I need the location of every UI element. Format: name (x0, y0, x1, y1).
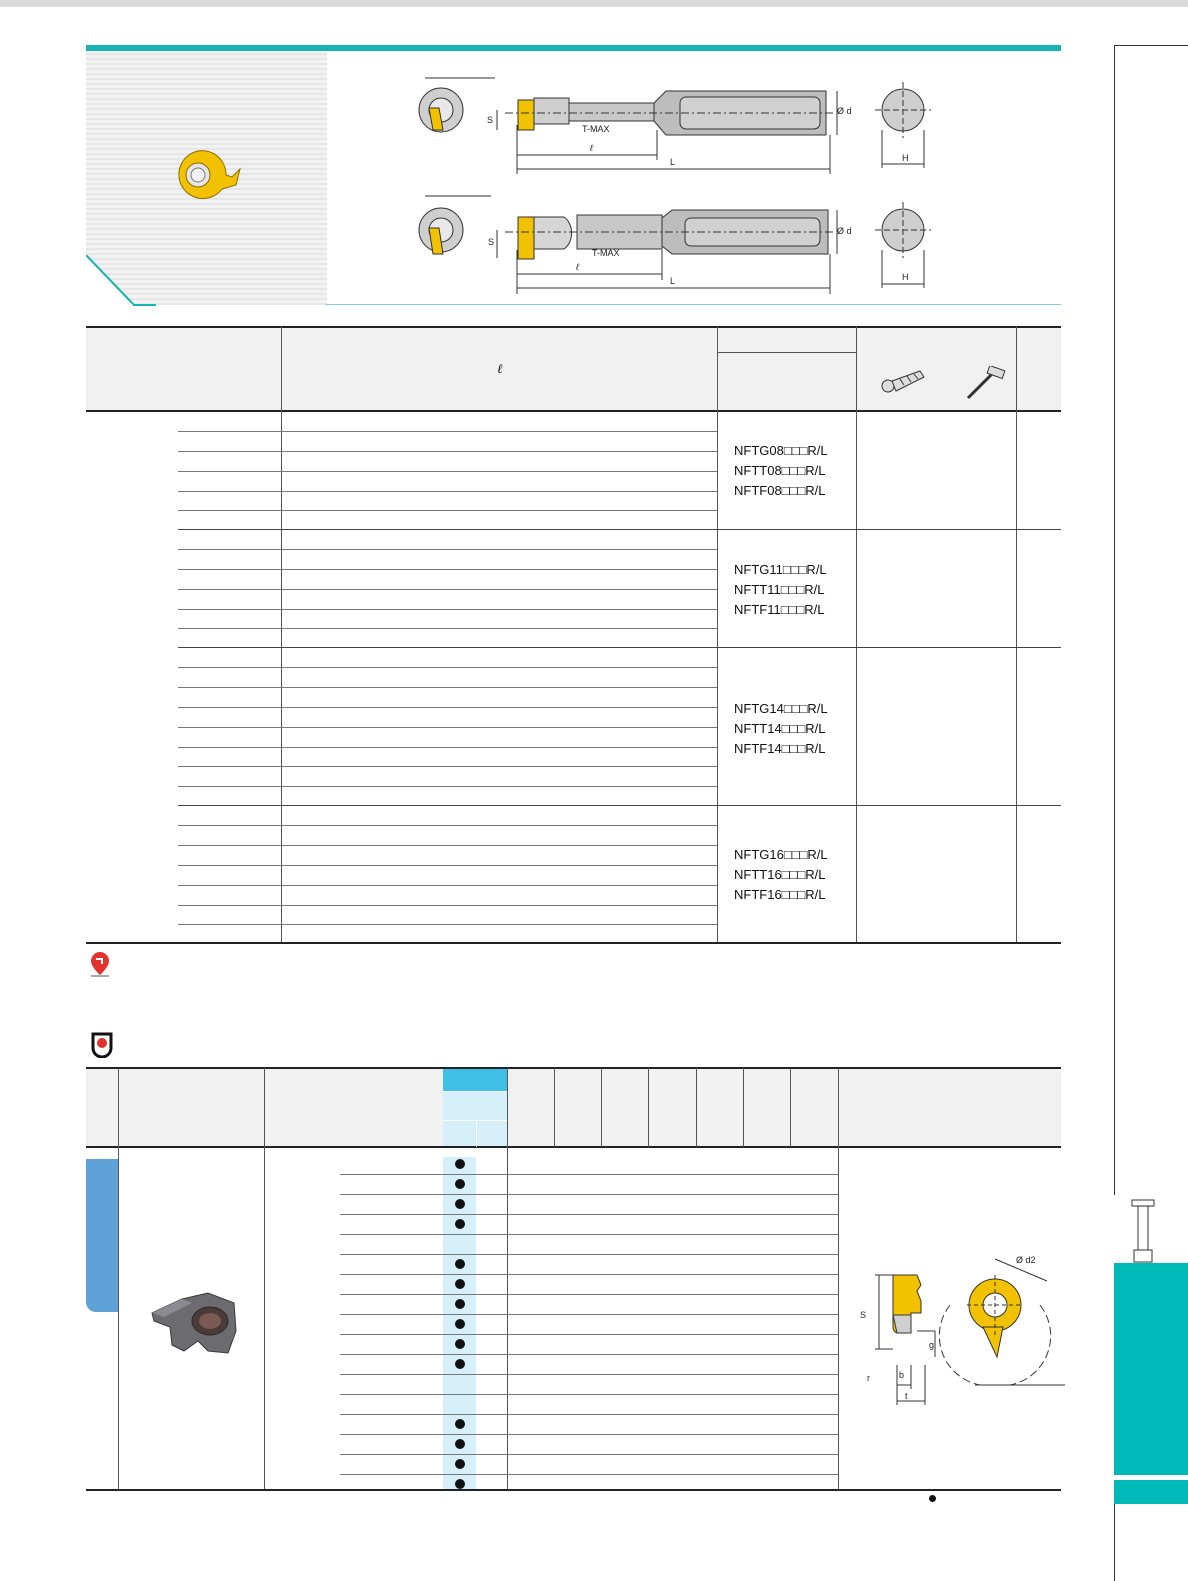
code-group-14 (734, 699, 828, 759)
table2-row-rule (340, 1334, 838, 1335)
label-h-1: H (902, 153, 909, 163)
table2-grade-rule2 (443, 1120, 507, 1121)
table1-row-rule (178, 569, 717, 570)
table2-row-rule (340, 1214, 838, 1215)
table2-row-rule (340, 1454, 838, 1455)
table1-row-rule (178, 431, 717, 432)
table2-row-rule (340, 1474, 838, 1475)
table2-col-divider (118, 1068, 119, 1490)
stock-dot (455, 1179, 465, 1189)
label-ell-1: ℓ (590, 143, 593, 153)
table2-row-rule (340, 1194, 838, 1195)
table2-bottom-rule (86, 1489, 1061, 1491)
table1-row-rule (178, 667, 717, 668)
stock-dot (455, 1199, 465, 1209)
code-nftt14: NFTT14□□□R/L (734, 721, 826, 736)
table1-row-rule (178, 609, 717, 610)
sidebar-tool-icon (1128, 1198, 1158, 1264)
stock-dot (455, 1259, 465, 1269)
table1-top-rule (86, 326, 1061, 328)
table2-row-rule (340, 1394, 838, 1395)
table2-category-tab[interactable] (86, 1159, 118, 1312)
stock-dot (455, 1459, 465, 1469)
note-marker-icon (89, 950, 111, 978)
table2-row-rule (340, 1274, 838, 1275)
table2-row-rule (340, 1294, 838, 1295)
table1-row-rule (178, 491, 717, 492)
grade-icon (90, 1030, 114, 1058)
table2-row-rule (340, 1174, 838, 1175)
insert-photo (148, 1285, 240, 1361)
hero-edge-line (86, 255, 156, 307)
code-nftt16: NFTT16□□□R/L (734, 867, 826, 882)
label-r: r (867, 1373, 870, 1383)
stock-dot (455, 1339, 465, 1349)
sidebar-line (1114, 1504, 1115, 1581)
code-nftf08: NFTF08□□□R/L (734, 483, 826, 498)
stock-dot (455, 1419, 465, 1429)
code-nftg14: NFTG14□□□R/L (734, 701, 828, 716)
table1-row-rule (178, 687, 717, 688)
table1-row-rule (178, 885, 717, 886)
label-b: b (899, 1370, 905, 1380)
table2-row-rule (340, 1354, 838, 1355)
insert-icon (168, 145, 248, 205)
table1-row-rule (178, 549, 717, 550)
table1-group-rule (178, 805, 1061, 806)
table1-col-divider (856, 326, 857, 943)
table2-header (86, 1068, 1061, 1147)
table1-header-rule (86, 410, 1061, 412)
label-s-insert: S (860, 1310, 867, 1320)
table2-col-divider (648, 1068, 649, 1147)
table2-grade-rule (443, 1091, 507, 1092)
code-nftt08: NFTT08□□□R/L (734, 463, 826, 478)
table1-row-rule (178, 924, 717, 925)
table2-col-divider (554, 1068, 555, 1147)
top-bar (0, 0, 1188, 7)
table1-col-divider (717, 326, 718, 943)
table1-row-rule (178, 825, 717, 826)
table2-row-rule (340, 1414, 838, 1415)
table1-subheader-rule (717, 352, 856, 353)
code-group-08 (734, 441, 828, 501)
label-L-1: L (670, 157, 676, 167)
stock-dot (455, 1479, 465, 1489)
table1-row-rule (178, 786, 717, 787)
table2-col-divider (743, 1068, 744, 1147)
label-g: g (929, 1340, 935, 1350)
table2-col-divider (264, 1068, 265, 1490)
code-nftt11: NFTT11□□□R/L (734, 582, 825, 597)
stock-dot (455, 1159, 465, 1169)
table2-grade-header (443, 1068, 507, 1091)
hero-bottom-line (326, 304, 1061, 305)
label-s-1: S (487, 115, 494, 125)
table1-row-rule (178, 707, 717, 708)
code-nftf16: NFTF16□□□R/L (734, 887, 826, 902)
label-s-2: S (488, 237, 495, 247)
sidebar-frame (1114, 45, 1188, 1195)
label-h-2: H (902, 272, 909, 282)
code-nftf11: NFTF11□□□R/L (734, 602, 825, 617)
sidebar-tab-active[interactable] (1114, 1263, 1188, 1475)
torx-wrench-icon (964, 366, 1010, 402)
table2-col-divider (838, 1068, 839, 1490)
insert-dimension-drawing (855, 1245, 1065, 1413)
table1-col-divider (281, 326, 282, 943)
table2-row-rule (340, 1234, 838, 1235)
stock-dot (455, 1319, 465, 1329)
code-nftg11: NFTG11□□□R/L (734, 562, 827, 577)
code-group-16 (734, 845, 828, 905)
table1-row-rule (178, 727, 717, 728)
code-nftg08: NFTG08□□□R/L (734, 443, 828, 458)
code-group-11 (734, 560, 827, 620)
label-L-2: L (670, 276, 676, 286)
hero-accent-line (86, 45, 1061, 51)
table2-col-divider (696, 1068, 697, 1147)
label-t: t (905, 1391, 908, 1401)
legend-dot (929, 1495, 936, 1502)
table2-grade-subheader (443, 1091, 507, 1147)
screw-icon (880, 366, 926, 396)
stock-dot (455, 1359, 465, 1369)
stock-dot (455, 1219, 465, 1229)
label-ell-2: ℓ (576, 262, 579, 272)
label-od2: Ø d2 (1016, 1255, 1036, 1265)
code-nftg16: NFTG16□□□R/L (734, 847, 828, 862)
label-od-2: Ø d (837, 226, 852, 236)
table1-row-rule (178, 747, 717, 748)
table1-row-rule (178, 451, 717, 452)
table2-row-rule (340, 1314, 838, 1315)
table2-row-rule (340, 1434, 838, 1435)
table1-row-rule (178, 905, 717, 906)
table2-col-divider (476, 1120, 477, 1147)
table1-row-rule (178, 766, 717, 767)
table2-col-divider (601, 1068, 602, 1147)
tool-drawing-1 (405, 70, 955, 180)
table1-group-rule (178, 529, 1061, 530)
table1-bottom-rule (86, 942, 1061, 944)
label-od-1: Ø d (837, 106, 852, 116)
table2-row-rule (340, 1254, 838, 1255)
table2-row-rule (340, 1374, 838, 1375)
table1-row-rule (178, 471, 717, 472)
table2-col-divider (790, 1068, 791, 1147)
table2-col-divider (507, 1068, 508, 1490)
code-nftf14: NFTF14□□□R/L (734, 741, 826, 756)
table2-header-rule (86, 1146, 1061, 1148)
stock-dot (455, 1439, 465, 1449)
label-tmax-1: T-MAX (582, 124, 610, 134)
table1-row-rule (178, 589, 717, 590)
label-tmax-2: T-MAX (592, 248, 620, 258)
table1-row-rule (178, 845, 717, 846)
stock-dot (455, 1279, 465, 1289)
table1-row-rule (178, 510, 717, 511)
stock-dot (455, 1299, 465, 1309)
table1-col-divider (1016, 326, 1017, 943)
table1-group-rule (178, 647, 1061, 648)
table1-ell-header: ℓ (497, 362, 503, 377)
table2-top-rule (86, 1067, 1061, 1069)
table1-row-rule (178, 628, 717, 629)
table1-row-rule (178, 865, 717, 866)
sidebar-tab-lower[interactable] (1114, 1480, 1188, 1504)
